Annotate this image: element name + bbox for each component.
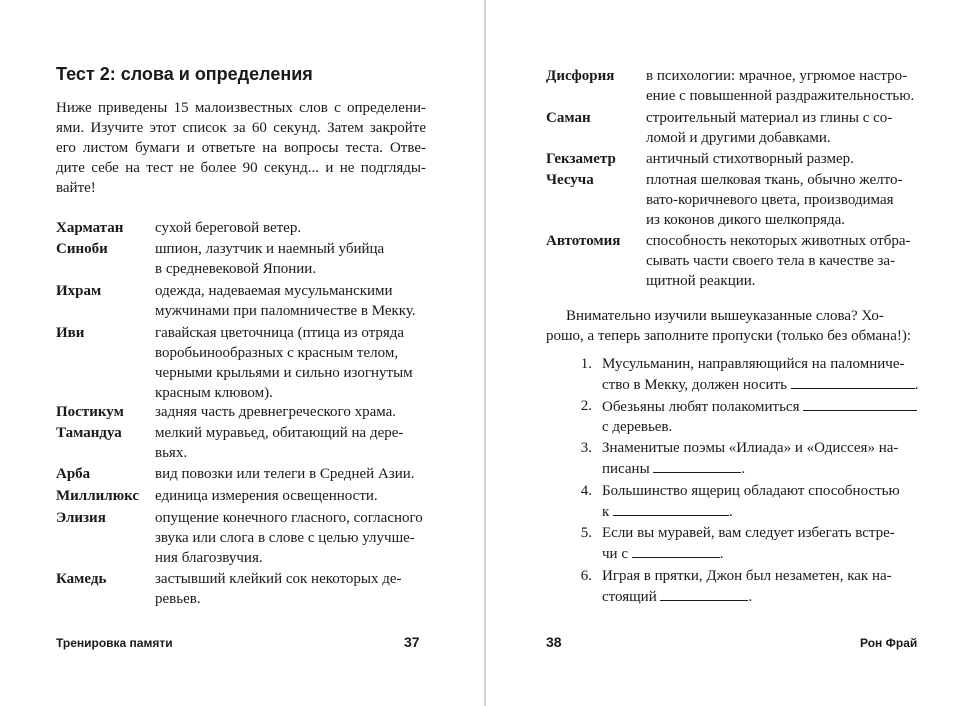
glossary-term: Гекзаметр <box>546 151 616 167</box>
answer-blank[interactable] <box>791 374 915 389</box>
question-number: 4. <box>580 483 592 499</box>
answer-blank[interactable] <box>803 396 917 411</box>
glossary-definition: застывший клейкий сок некоторых де- ревьев. <box>155 571 402 607</box>
intro-paragraph <box>56 98 426 198</box>
question-number: 6. <box>580 568 592 584</box>
glossary-definition: задняя часть древнегреческого храма. <box>155 404 397 420</box>
intro-line: дите себе на тест не более 90 секунд... и не подгляды- <box>56 160 426 176</box>
left-page <box>0 0 484 706</box>
glossary-definition: единица измерения освещенности. <box>155 488 378 504</box>
glossary-term: Саман <box>546 110 591 126</box>
question-text: Обезьяны любят полакомиться с деревьев. <box>602 396 920 437</box>
glossary-definition: шпион, лазутчик и наемный убийца в средневековой Японии. <box>155 241 385 277</box>
answer-blank[interactable] <box>613 501 729 516</box>
question-number: 1. <box>580 356 592 372</box>
question-text: Играя в прятки, Джон был незаметен, как на- стоящий . <box>602 568 892 605</box>
glossary-definition: строительный материал из глины с со- ломой и другими добавками. <box>646 110 893 146</box>
glossary-definition: гавайская цветочница (птица из отряда воробьинообразных с красным телом, черными крыльями и сильно изогнутым красным клювом). <box>155 325 413 401</box>
glossary-definition: сухой береговой ветер. <box>155 220 302 236</box>
glossary-term: Тамандуа <box>56 425 122 441</box>
glossary-term: Иви <box>56 325 85 341</box>
answer-blank[interactable] <box>653 458 741 473</box>
glossary-term: Харматан <box>56 220 124 236</box>
glossary-term: Автотомия <box>546 233 621 249</box>
glossary-term: Арба <box>56 466 91 482</box>
intro-line: его листом бумаги и ответьте на вопросы теста. Отве- <box>56 140 426 156</box>
test-heading: Тест 2: слова и определения <box>56 64 313 84</box>
instruction-paragraph: Внимательно изучили вышеуказанные слова? Хо- рошо, а теперь заполните пропуски (только без обмана!): <box>546 308 912 344</box>
question-number: 5. <box>580 525 592 541</box>
question-text: Знаменитые поэмы «Илиада» и «Одиссея» на- писаны . <box>602 440 899 477</box>
glossary-definition: одежда, надеваемая мусульманскими мужчинами при паломничестве в Мекку. <box>155 283 416 319</box>
glossary-definition: плотная шелковая ткань, обычно желто- вато-коричневого цвета, производимая из коконов дикого шелкопряда. <box>646 172 903 228</box>
glossary-definition: опущение конечного гласного, согласного звука или слога в слове с целью улучше- ния благозвучия. <box>155 510 423 566</box>
question-text: Большинство ящериц обладают способностью к . <box>602 483 900 520</box>
glossary-term: Синоби <box>56 241 108 257</box>
intro-line: Ниже приведены 15 малоизвестных слов с определени- <box>56 100 426 116</box>
glossary-definition: вид повозки или телеги в Средней Азии. <box>155 466 415 482</box>
page-number: 37 <box>404 634 420 650</box>
answer-blank[interactable] <box>660 586 748 601</box>
question-text: Мусульманин, направляющийся на паломниче- ство в Мекку, должен носить . <box>602 356 919 393</box>
glossary-definition: в психологии: мрачное, угрюмое настро- ение с повышенной раздражительностью. <box>646 68 915 104</box>
glossary-definition: античный стихотворный размер. <box>646 151 854 167</box>
question-number: 3. <box>580 440 592 456</box>
page-number: 38 <box>546 634 562 650</box>
glossary-definition: способность некоторых животных отбра- сывать части своего тела в качестве за- щитной реакции. <box>646 233 911 289</box>
glossary-term: Миллилюкс <box>56 488 140 504</box>
question-text: Если вы муравей, вам следует избегать встре- чи с . <box>602 525 895 562</box>
intro-line: вайте! <box>56 180 96 196</box>
glossary-term: Чесуча <box>546 172 594 188</box>
glossary-term: Дисфория <box>546 68 615 84</box>
glossary-term: Элизия <box>56 510 106 526</box>
glossary-term: Постикум <box>56 404 124 420</box>
running-footer-title: Тренировка памяти <box>56 636 173 650</box>
intro-line: ями. Изучите этот список за 60 секунд. Затем закройте <box>56 120 426 136</box>
glossary-term: Ихрам <box>56 283 102 299</box>
running-footer-author: Рон Фрай <box>860 636 918 650</box>
answer-blank[interactable] <box>632 543 720 558</box>
glossary-definition: мелкий муравьед, обитающий на дере- вьях. <box>155 425 404 461</box>
glossary-term: Камедь <box>56 571 107 587</box>
question-number: 2. <box>580 398 592 414</box>
